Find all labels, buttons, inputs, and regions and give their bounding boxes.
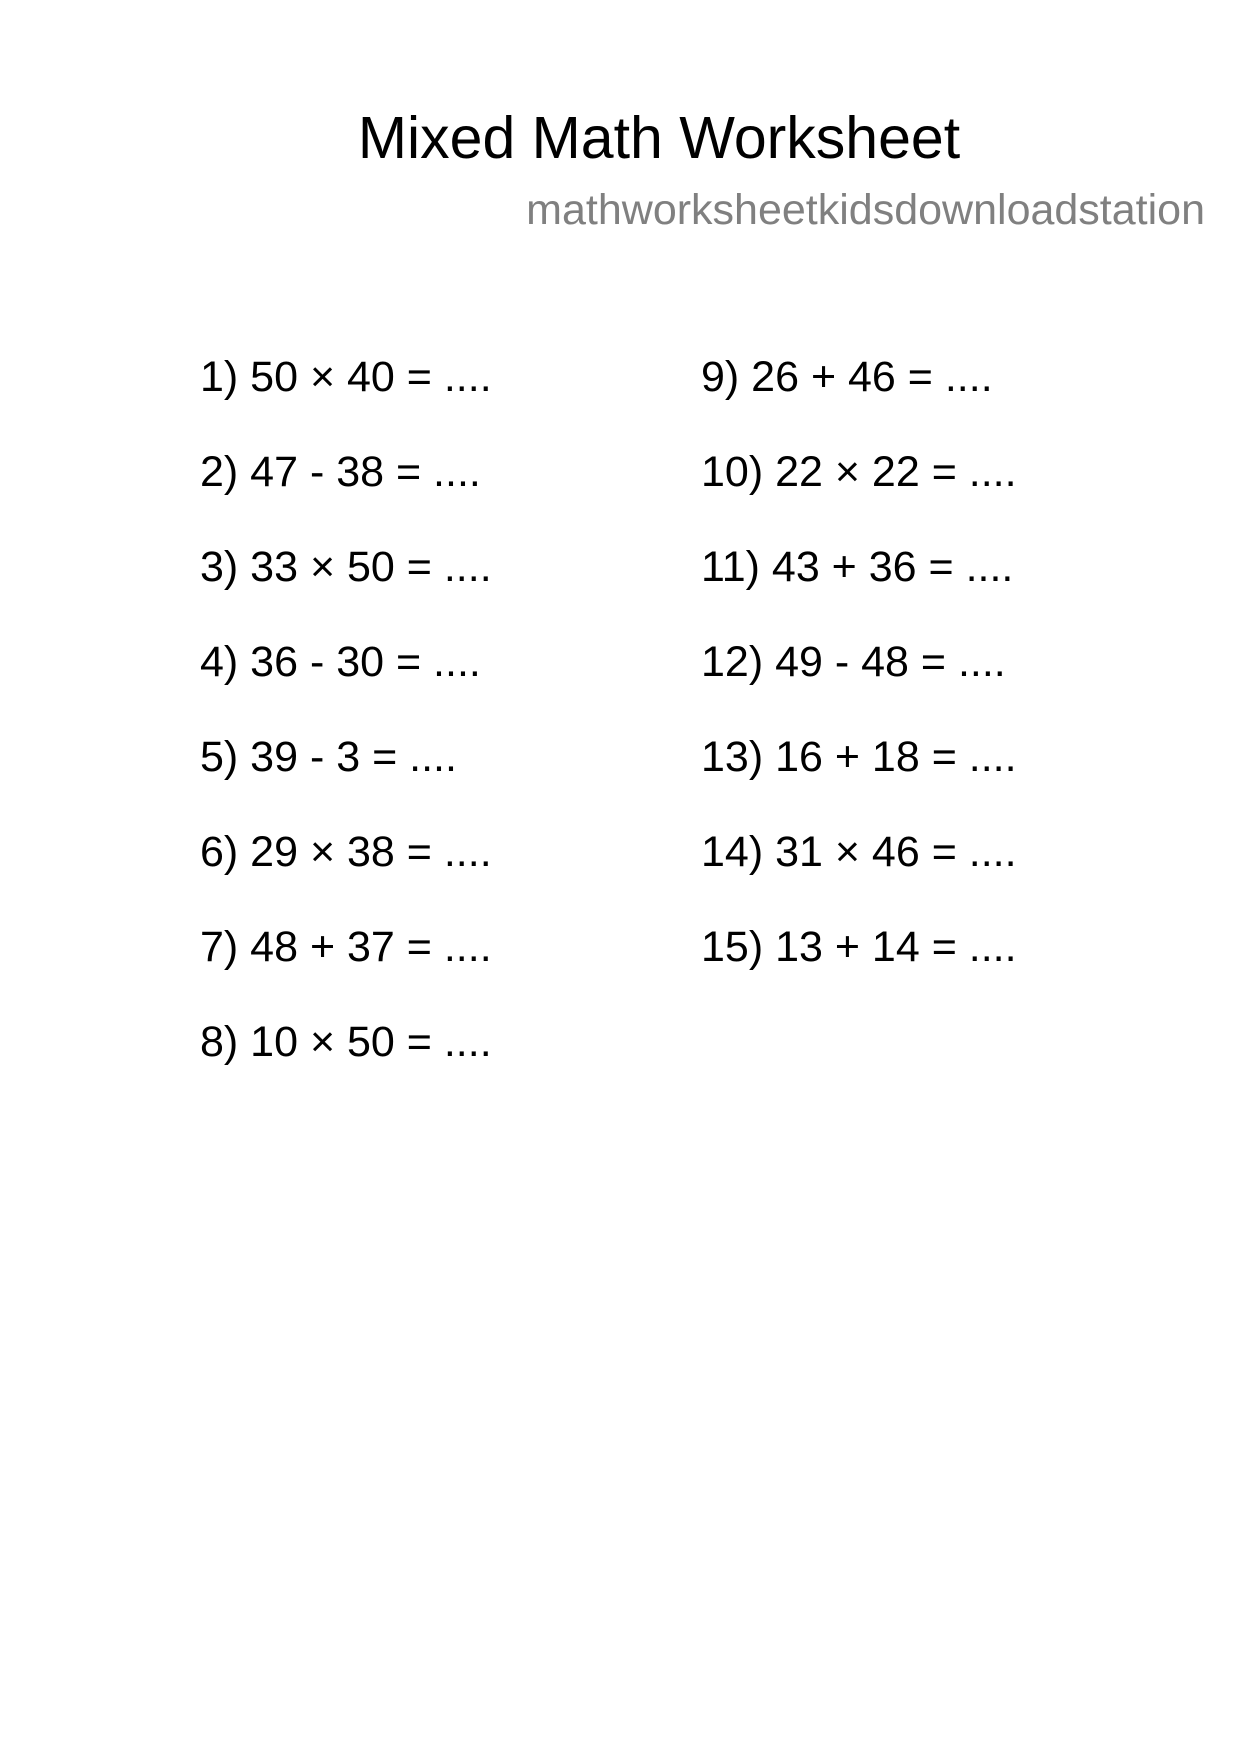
problem-list-right bbox=[701, 352, 1017, 1017]
problem-list-left bbox=[200, 352, 492, 1112]
problem-12: 12) 49 - 48 = .... bbox=[701, 638, 1006, 686]
source-watermark: mathworksheetkidsdownloadstation bbox=[526, 186, 1205, 234]
problem-13: 13) 16 + 18 = .... bbox=[701, 733, 1017, 781]
problem-3: 3) 33 × 50 = .... bbox=[200, 543, 492, 591]
problem-15: 15) 13 + 14 = .... bbox=[701, 923, 1017, 971]
problem-9: 9) 26 + 46 = .... bbox=[701, 353, 993, 401]
worksheet-title: Mixed Math Worksheet bbox=[357, 105, 961, 171]
problem-5: 5) 39 - 3 = .... bbox=[200, 733, 457, 781]
problem-2: 2) 47 - 38 = .... bbox=[200, 448, 481, 496]
problem-1: 1) 50 × 40 = .... bbox=[200, 353, 492, 401]
problem-8: 8) 10 × 50 = .... bbox=[200, 1018, 492, 1066]
problem-7: 7) 48 + 37 = .... bbox=[200, 923, 492, 971]
problem-11: 11) 43 + 36 = .... bbox=[701, 543, 1014, 591]
problem-14: 14) 31 × 46 = .... bbox=[701, 828, 1017, 876]
problem-10: 10) 22 × 22 = .... bbox=[701, 448, 1017, 496]
problem-6: 6) 29 × 38 = .... bbox=[200, 828, 492, 876]
problem-4: 4) 36 - 30 = .... bbox=[200, 638, 481, 686]
